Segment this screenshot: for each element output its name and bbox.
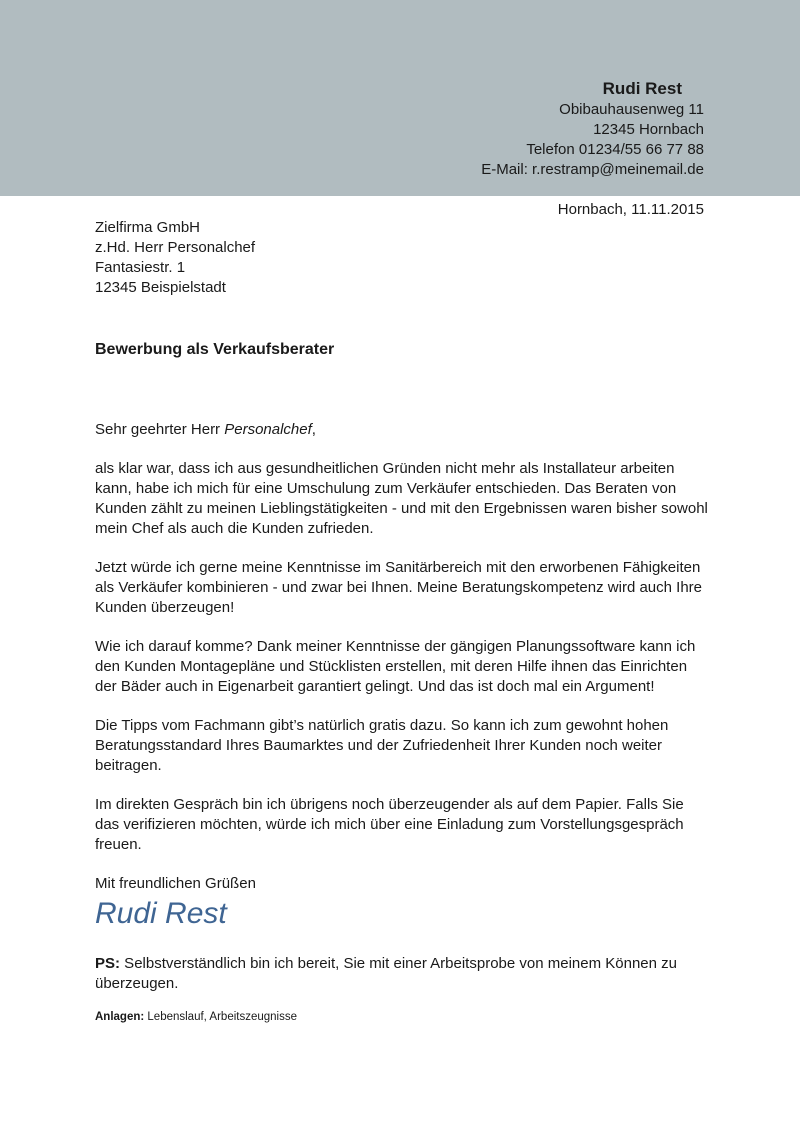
ps-text: Selbstverständlich bin ich bereit, Sie mit einer Arbeitsprobe von meinem Können zu überzeugen. — [95, 955, 677, 992]
salutation-name: Personalchef — [224, 421, 312, 438]
body-paragraph-1: als klar war, dass ich aus gesundheitlichen Gründen nicht mehr als Installateur arbeiten kann, habe ich mich für eine Umschulung zum Verkäufer entschieden. Das Beraten von Kunden zählt zu meinen Lieblingstätigkeiten - und mit den Ergebnissen waren bisher sowohl mein Chef als auch die Kunden zufrieden. — [95, 460, 708, 537]
body-paragraph-5: Im direkten Gespräch bin ich übrigens noch überzeugender als auf dem Papier. Falls Sie das verifizieren möchten, würde ich mich über eine Einladung zum Vorstellungsgespräch freuen. — [95, 796, 684, 853]
sender-address-block — [481, 78, 704, 180]
attachments-label: Anlagen: — [95, 1011, 145, 1023]
salutation-suffix: , — [311, 421, 316, 438]
attachments-text: Lebenslauf, Arbeitszeugnisse — [144, 1011, 297, 1023]
letter-date: Hornbach, 11.11.2015 — [557, 201, 704, 218]
recipient-street: Fantasiestr. 1 — [95, 259, 186, 276]
recipient-attention: z.Hd. Herr Personalchef — [95, 239, 256, 256]
body-paragraph-3: Wie ich darauf komme? Dank meiner Kenntnisse der gängigen Planungssoftware kann ich den Kunden Montagepläne und Stücklisten erstellen, mit deren Hilfe ihnen das Einrichten der Bäder auch in Eigenarbeit garantiert gelingt. Und das ist doch mal ein Argument! — [95, 638, 696, 695]
salutation — [95, 420, 710, 440]
recipient-city: 12345 Beispielstadt — [95, 279, 226, 296]
sender-street: Obibauhausenweg 11 — [559, 101, 704, 118]
postscript — [95, 954, 710, 994]
recipient-company: Zielfirma GmbH — [95, 219, 201, 236]
sender-city: 12345 Hornbach — [593, 121, 704, 138]
body-paragraph-4: Die Tipps vom Fachmann gibt’s natürlich gratis dazu. So kann ich zum gewohnt hohen Beratungsstandard Ihres Baumarktes und der Zufriedenheit Ihrer Kunden noch weiter beitragen. — [95, 717, 669, 774]
salutation-prefix: Sehr geehrter Herr — [95, 421, 225, 438]
attachments — [95, 1009, 297, 1025]
sender-email: E-Mail: r.restramp@meinemail.de — [481, 161, 704, 178]
sender-name: Rudi Rest — [602, 79, 682, 98]
signature: Rudi Rest — [95, 897, 227, 930]
body-paragraph-2: Jetzt würde ich gerne meine Kenntnisse im Sanitärbereich mit den erworbenen Fähigkeiten als Verkäufer kombinieren - und zwar bei Ihnen. Meine Beratungskompetenz wird auch Ihre Kunden überzeugen! — [95, 559, 702, 616]
sender-phone: Telefon 01234/55 66 77 88 — [526, 141, 704, 158]
recipient-address-block — [95, 218, 255, 298]
ps-label: PS: — [95, 955, 121, 972]
letter-body — [95, 420, 710, 894]
closing: Mit freundlichen Grüßen — [95, 875, 256, 892]
letter-subject: Bewerbung als Verkaufsberater — [95, 341, 335, 358]
